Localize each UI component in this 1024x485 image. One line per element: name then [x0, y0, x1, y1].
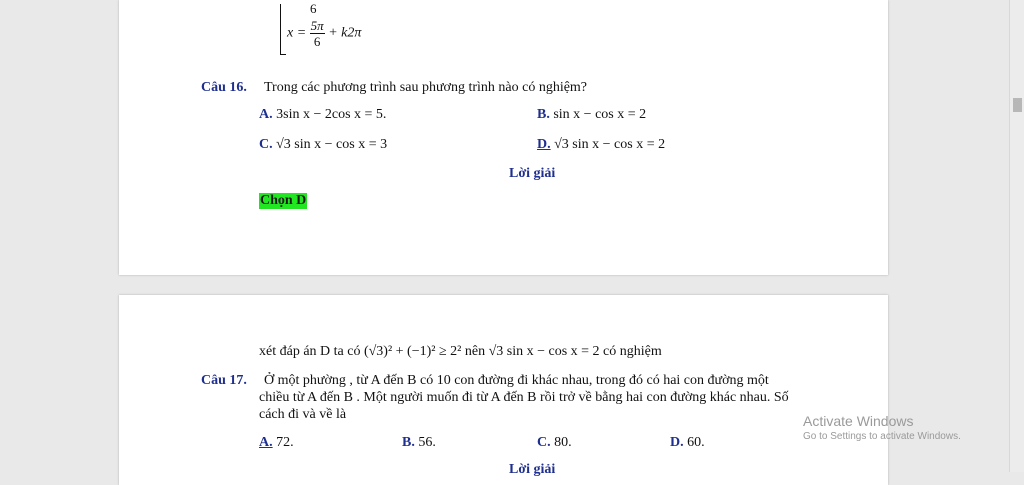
option-d-letter: D. [537, 137, 551, 152]
question-17-label: Câu 17. [201, 373, 247, 388]
question-16-text: Trong các phương trình sau phương trình nào có nghiệm? [264, 80, 588, 95]
option-c-text: √3 sin x − cos x = 3 [276, 137, 388, 152]
option-a[interactable] [259, 107, 386, 123]
question-16-label: Câu 16. [201, 80, 247, 95]
option-b-text: sin x − cos x = 2 [553, 107, 647, 122]
q17-option-b-text: 56. [418, 435, 436, 450]
answer-highlight: Chọn D [260, 193, 307, 208]
solution-heading: Lời giải [509, 166, 556, 181]
system-x-eq: x = [287, 25, 307, 41]
system-bracket [280, 4, 286, 55]
option-d-text: √3 sin x − cos x = 2 [554, 137, 666, 152]
q17-option-d-letter: D. [670, 435, 684, 450]
system-tail: + k2π [328, 25, 362, 41]
scrollbar-thumb[interactable] [1013, 98, 1022, 112]
option-c[interactable] [259, 137, 387, 153]
option-a-text: 3sin x − 2cos x = 5. [276, 107, 387, 122]
option-c-letter: C. [259, 137, 273, 152]
vertical-scrollbar[interactable] [1009, 0, 1024, 472]
option-a-letter: A. [259, 107, 273, 122]
explanation-line: xét đáp án D ta có (√3)² + (−1)² ≥ 2² nên √3 sin x − cos x = 2 có nghiệm [259, 344, 662, 359]
document-page-1 [119, 0, 888, 275]
q17-option-d[interactable] [670, 435, 705, 451]
q17-option-b-letter: B. [402, 435, 415, 450]
document-page-2 [119, 295, 888, 485]
q17-option-a[interactable] [259, 435, 294, 451]
q17-option-a-letter: A. [259, 435, 273, 450]
question-17-line-2: chiều từ A đến B . Một người muốn đi từ A đến B rồi trở về bằng hai con đường khác nhau. Số [259, 390, 789, 405]
system-top-six: 6 [310, 1, 317, 16]
system-equation [287, 18, 361, 49]
q17-option-c[interactable] [537, 435, 572, 451]
q17-option-a-text: 72. [276, 435, 294, 450]
option-b[interactable] [537, 107, 646, 123]
q17-option-c-letter: C. [537, 435, 551, 450]
option-d[interactable] [537, 137, 665, 153]
fraction-numerator: 5π [310, 18, 324, 33]
activate-windows-title: Activate Windows [803, 413, 914, 429]
question-17-line-1: Ở một phường , từ A đến B có 10 con đường đi khác nhau, trong đó có hai con đường một [264, 373, 769, 388]
q17-option-b[interactable] [402, 435, 436, 451]
solution-heading-cut: Lời giải [509, 462, 556, 477]
question-17-line-3: cách đi và về là [259, 407, 347, 422]
option-b-letter: B. [537, 107, 550, 122]
activate-windows-subtitle: Go to Settings to activate Windows. [803, 431, 961, 442]
system-fraction [310, 18, 325, 49]
q17-option-c-text: 80. [554, 435, 572, 450]
q17-option-d-text: 60. [687, 435, 705, 450]
fraction-denominator: 6 [313, 34, 321, 49]
